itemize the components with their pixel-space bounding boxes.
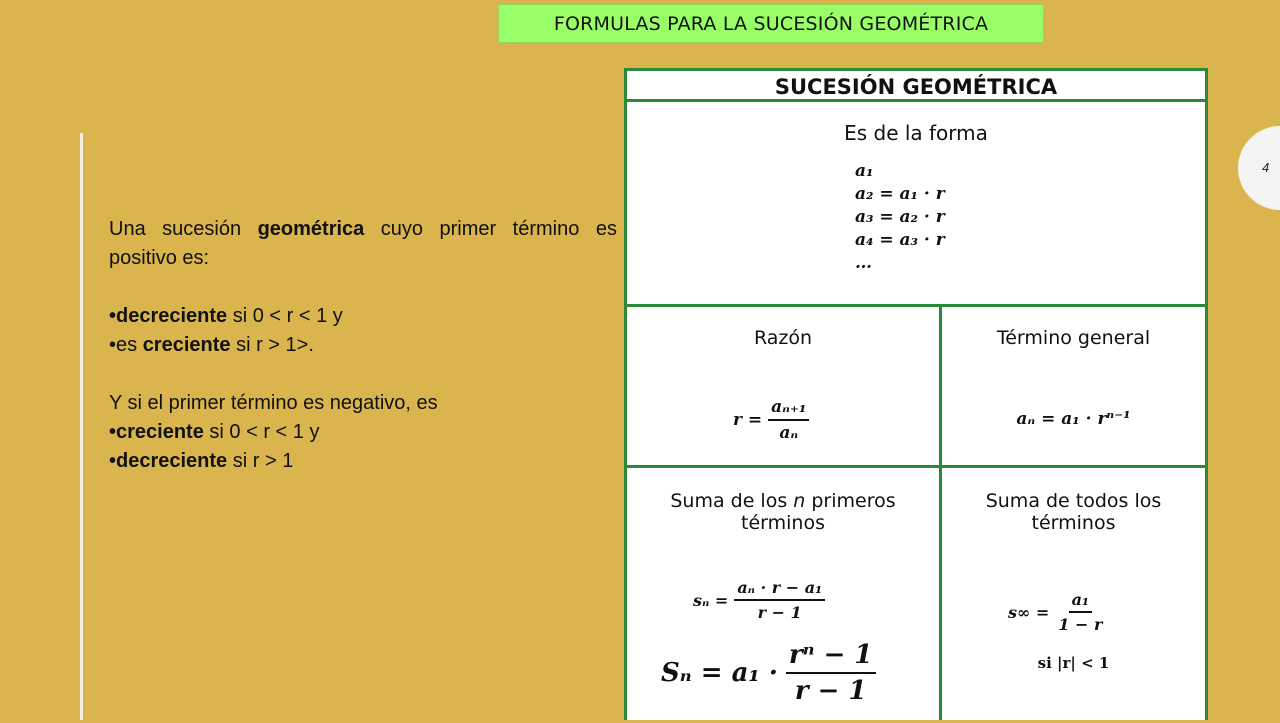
page-number-badge xyxy=(1238,126,1280,210)
ratio-cell xyxy=(627,307,939,465)
ratio-formula: r = $\frac{\text{aₙ₊₁}}{\text{aₙ}}$ xyxy=(733,397,809,443)
formula-table xyxy=(624,68,1208,720)
partial-sum-label: Suma de los n primeros términos xyxy=(670,490,896,534)
ratio-label: Razón xyxy=(753,327,813,349)
form-label: Es de la forma xyxy=(844,121,988,145)
bullet-increasing-negative: •creciente si 0 < r < 1 y xyxy=(109,421,320,443)
table-header: SUCESIÓN GEOMÉTRICA xyxy=(774,75,1058,99)
general-term-formula: aₙ = a₁ · rⁿ⁻¹ xyxy=(1016,409,1131,429)
negative-paragraph: Y si el primer término es negativo, es xyxy=(109,392,438,414)
intro-paragraph: Una sucesión geométrica cuyo primer término es positivo es: xyxy=(109,218,617,269)
form-cell xyxy=(627,102,1205,304)
slide-title: FORMULAS PARA LA SUCESIÓN GEOMÉTRICA xyxy=(498,4,1044,43)
bullet-decreasing-positive: •decreciente si 0 < r < 1 y xyxy=(109,305,343,327)
form-lines: a₁ a₂ = a₁ · r a₃ = a₂ · r a₄ = a₃ · r … xyxy=(855,161,945,273)
bullet-increasing-positive: •es creciente si r > 1>. xyxy=(109,334,314,356)
infinite-sum-cell xyxy=(942,468,1205,723)
partial-sum-cell xyxy=(627,468,939,723)
general-term-label: Término general xyxy=(996,327,1151,349)
explanation-text xyxy=(109,215,617,476)
partial-sum-formula-alt: Sₙ = a₁ · $\frac{\text{rⁿ − 1}}{r - 1}$ xyxy=(661,640,876,706)
infinite-sum-formula: s∞ = $\frac{\text{a₁}}{1 - r}$ xyxy=(1008,590,1103,634)
infinite-sum-condition: si |r| < 1 xyxy=(1037,654,1110,672)
partial-sum-formula: sₙ = $\frac{\text{aₙ · r − a₁}}{r - 1}$ xyxy=(693,578,825,622)
general-term-cell xyxy=(942,307,1205,465)
bullet-decreasing-negative: •decreciente si r > 1 xyxy=(109,450,294,472)
infinite-sum-label: Suma de todos los términos xyxy=(985,490,1162,534)
page-number: 4 xyxy=(1262,160,1270,175)
decorative-vertical-line xyxy=(80,133,83,720)
